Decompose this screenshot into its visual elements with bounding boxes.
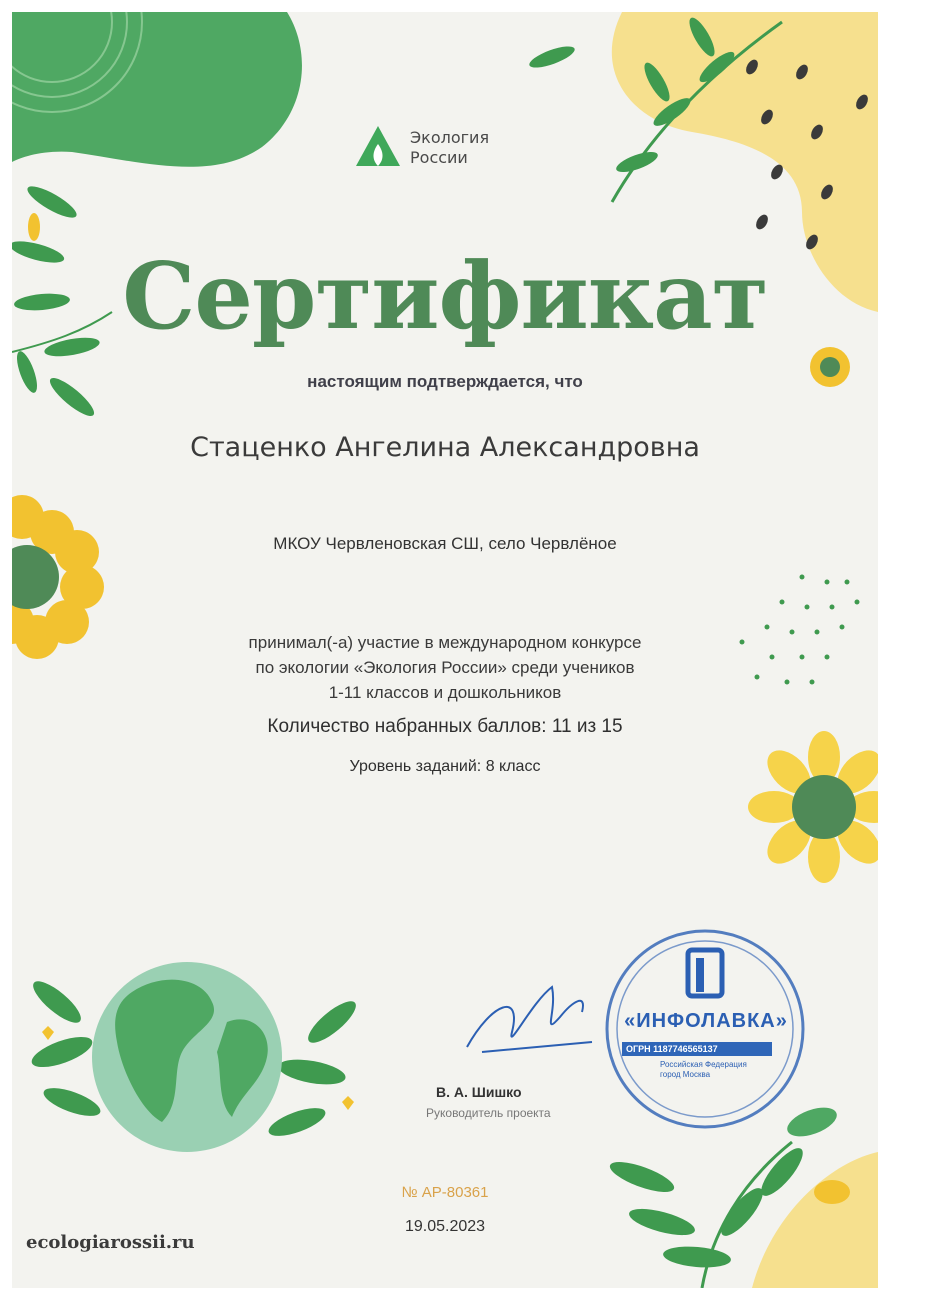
stamp-org: «ИНФОЛАВКА» (624, 1010, 788, 1032)
level-text: Уровень заданий: 8 класс (349, 758, 541, 775)
yellow-leaf (28, 213, 40, 241)
participation-description (12, 630, 878, 705)
recipient-name: Стаценко Ангелина Александровна (190, 432, 700, 463)
signatory-name: В. А. Шишко (436, 1084, 522, 1100)
official-stamp (600, 924, 810, 1134)
description-line3: 1-11 классов и дошкольников (328, 683, 562, 702)
logo-line1: Экология (410, 128, 490, 147)
website-link[interactable]: ecologiarossii.ru (26, 1232, 195, 1253)
description-line2: по экологии «Экология России» среди учеников (255, 658, 635, 677)
stamp-region (660, 1060, 770, 1080)
earth-globe (28, 962, 362, 1152)
leaf-logo-icon (352, 122, 404, 174)
stamp-region-line2: город Москва (660, 1070, 711, 1079)
confirm-text: настоящим подтверждается, что (307, 372, 583, 391)
certificate-title: Сертификат (122, 242, 768, 350)
green-blob-shape (12, 12, 302, 167)
stamp-ogrn: ОГРН 1187746565137 (622, 1042, 772, 1056)
logo-line2: России (410, 148, 468, 167)
certificate-sheet (12, 12, 878, 1288)
logo-text (410, 128, 489, 168)
logo (352, 122, 489, 174)
description-line1: принимал(-а) участие в международном конкурсе (248, 633, 642, 652)
right-flower (748, 731, 878, 883)
signatory-role: Руководитель проекта (426, 1106, 551, 1120)
score-text: Количество набранных баллов: 11 из 15 (267, 716, 623, 737)
signature-scribble (467, 987, 592, 1052)
stamp-region-line1: Российская Федерация (660, 1060, 747, 1069)
school-name: МКОУ Червленовская СШ, село Червлёное (273, 534, 617, 553)
certificate-date: 19.05.2023 (404, 1218, 486, 1235)
certificate-number: № АР-80361 (401, 1184, 489, 1201)
